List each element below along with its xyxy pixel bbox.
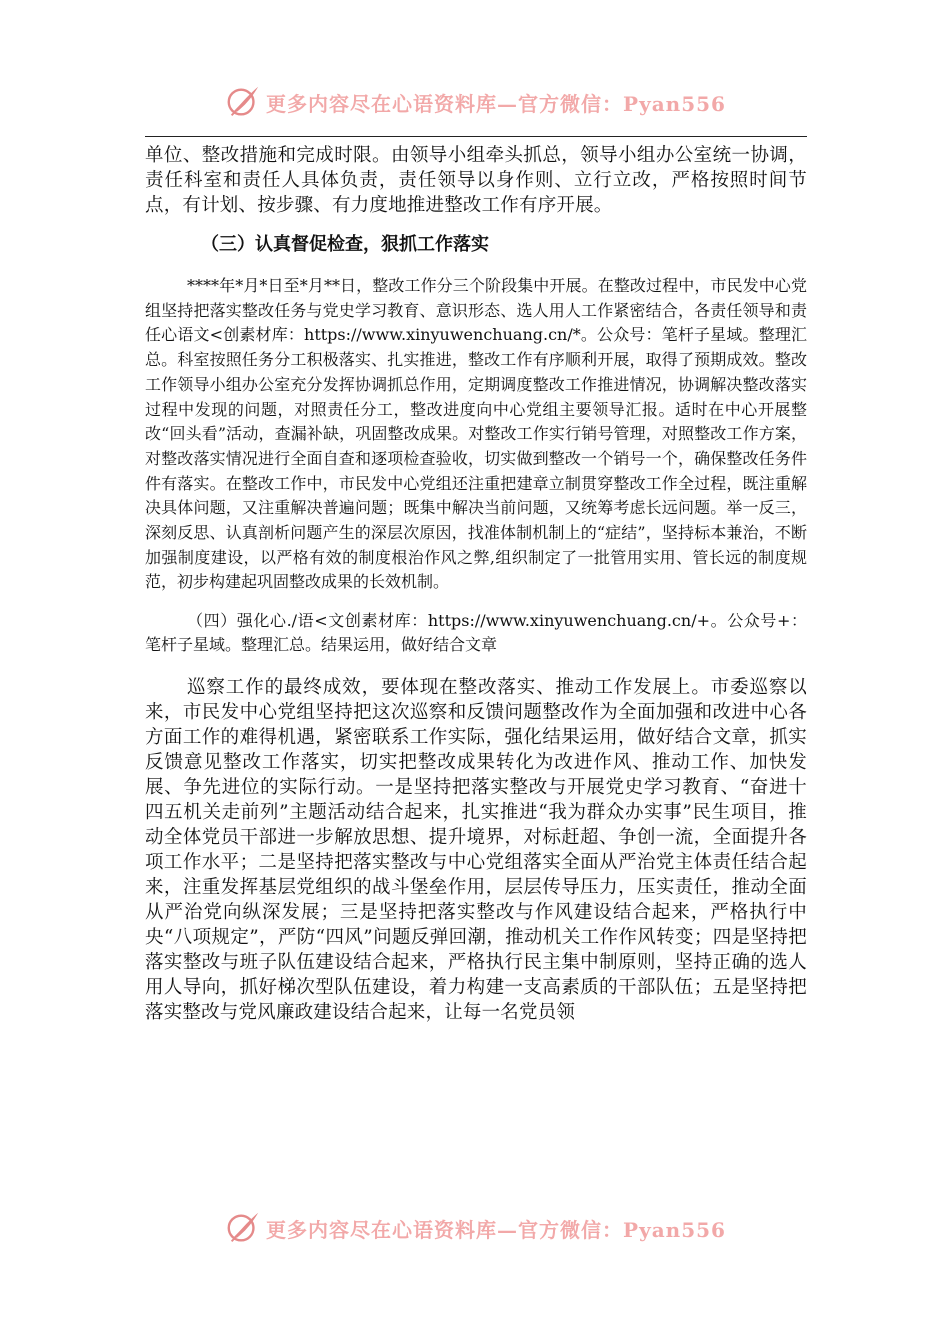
feather-pen-logo-icon [224, 1209, 262, 1247]
header-banner [0, 80, 950, 124]
footer-banner [0, 1206, 950, 1250]
paragraph-continued: 单位、整改措施和完成时限。由领导小组牵头抓总，领导小组办公室统一协调，责任科室和责任人具体负责，责任领导以身作则、立行立改，严格按照时间节点，有计划、按步骤、有力度地推进整改工作有序开展。 [145, 145, 807, 216]
feather-pen-logo-icon [224, 83, 262, 121]
header-banner-text: 更多内容尽在心语资料库—官方微信：Pyan556 [266, 91, 726, 116]
header-divider [145, 136, 807, 137]
paragraph-4: 巡察工作的最终成效，要体现在整改落实、推动工作发展上。市委巡察以来，市民发中心党组坚持把这次巡察和反馈问题整改作为全面加强和改进中心各方面工作的难得机遇，紧密联系工作实际，强化结果运用，做好结合文章，抓实反馈意见整改工作落实，切实把整改成果转化为改进作风、推动工作、加快发展、争先进位的实际行动。一是坚持把落实整改与开展党史学习教育、“奋进十四五机关走前列”主题活动结合起来，扎实推进“我为群众办实事”民生项目，推动全体党员干部进一步解放思想、提升境界，对标赶超、争创一流，全面提升各项工作水平；二是坚持把落实整改与中心党组落实全面从严治党主体责任结合起来，注重发挥基层党组织的战斗堡垒作用，层层传导压力，压实责任，推动全面从严治党向纵深发展；三是坚持把落实整改与作风建设结合起来，严格执行中央“八项规定”，严防“四风”问题反弹回潮，推动机关工作作风转变；四是坚持把落实整改与班子队伍建设结合起来，严格执行民主集中制原则，坚持正确的选人用人导向，抓好梯次型队伍建设，着力构建一支高素质的干部队伍；五是坚持把落实整改与党风廉政建设结合起来，让每一名党员领 [145, 677, 807, 1024]
footer-banner-text: 更多内容尽在心语资料库—官方微信：Pyan556 [266, 1217, 726, 1242]
section-heading-4: （四）强化心./语<文创素材库：https://www.xinyuwenchuang.cn/+。公众号+：笔杆子星域。整理汇总。结果运用，做好结合文章 [145, 611, 807, 655]
section-heading-3: （三）认真督促检查，狠抓工作落实 [201, 234, 489, 255]
document-body [145, 143, 807, 1025]
paragraph-3: ****年*月*日至*月**日，整改工作分三个阶段集中开展。在整改过程中，市民发中心党组坚持把落实整改任务与党史学习教育、意识形态、选人用人工作紧密结合，各责任领导和责任心语文<创素材库：https://www.xinyuwenchuang.cn/*。公众号：笔杆子星域。整理汇总。科室按照任务分工积极落实、扎实推进，整改工作有序顺利开展，取得了预期成效。整改工作领导小组办公室充分发挥协调抓总作用，定期调度整改工作推进情况，协调解决整改落实过程中发现的问题，对照责任分工，整改进度向中心党组主要领导汇报。适时在中心开展整改“回头看”活动，查漏补缺，巩固整改成果。对整改工作实行销号管理，对照整改工作方案，对整改落实情况进行全面自查和逐项检查验收，切实做到整改一个销号一个，确保整改任务件件有落实。在整改工作中，市民发中心党组还注重把建章立制贯穿整改工作全过程，既注重解决具体问题，又注重解决普遍问题；既集中解决当前问题，又统筹考虑长远问题。举一反三，深刻反思、认真剖析问题产生的深层次原因，找准体制机制上的“症结”，坚持标本兼治，不断加强制度建设，以严格有效的制度根治作风之弊,组织制定了一批管用实用、管长远的制度规范，初步构建起巩固整改成果的长效机制。 [145, 276, 807, 592]
